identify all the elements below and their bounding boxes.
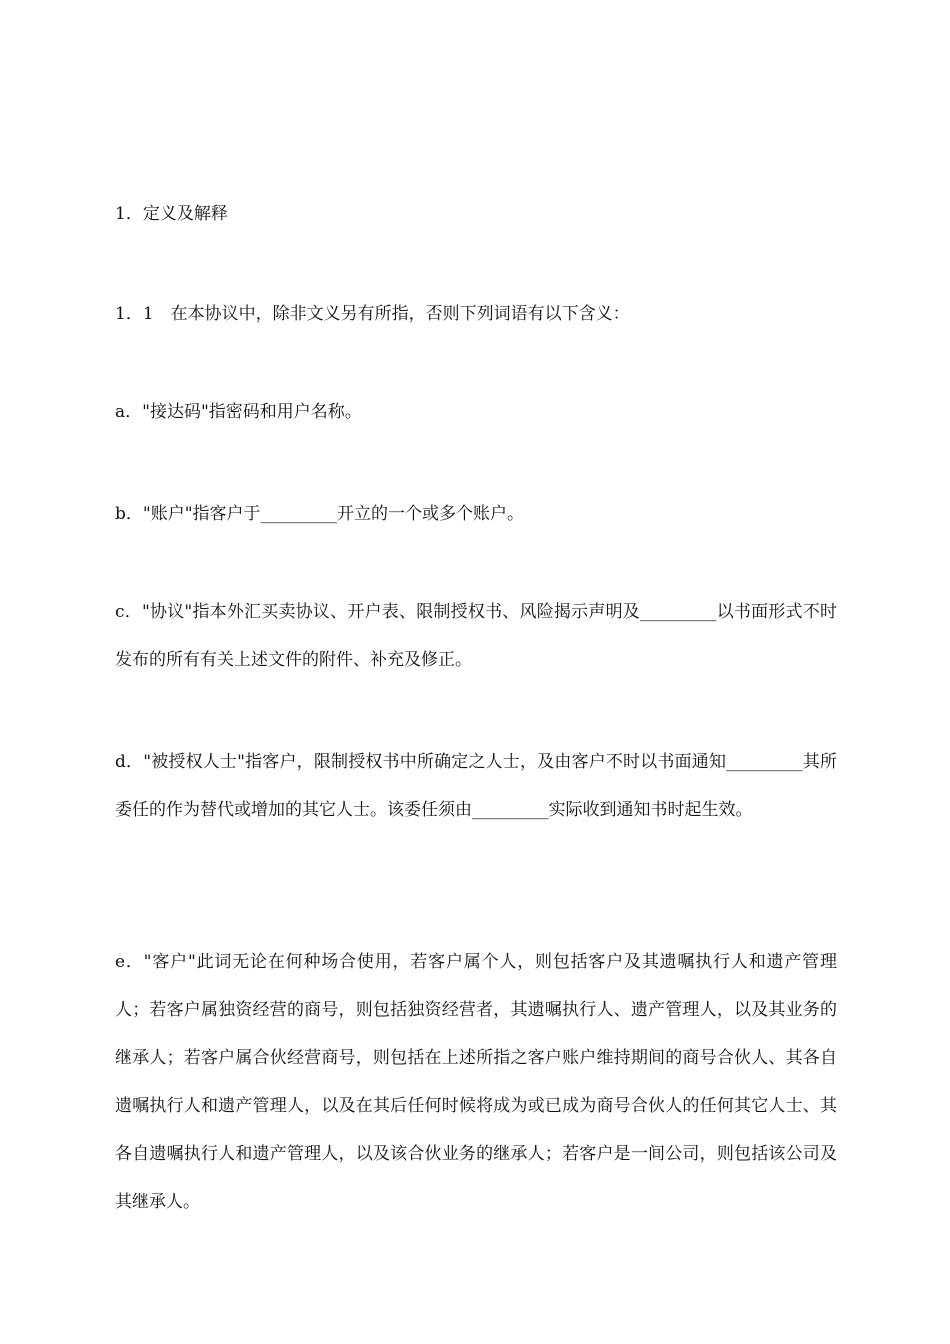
definition-item-e: e．"客户"此词无论在何种场合使用，若客户属个人，则包括客户及其遗嘱执行人和遗产管理人；若客户属独资经营的商号，则包括独资经营者，其遗嘱执行人、遗产管理人，以及其业务的继承人；若客户属合伙经营商号，则包括在上述所指之客户账户维持期间的商号合伙人、其各自遗嘱执行人和遗产管理人，以及在其后任何时候将成为或已成为商号合伙人的任何其它人士、其各自遗嘱执行人和遗产管理人，以及该合伙业务的继承人；若客户是一间公司，则包括该公司及其继承人。 <box>115 952 837 1212</box>
definition-item-a: a．"接达码"指密码和用户名称。 <box>115 402 362 422</box>
clause-1-1: 1．1 在本协议中，除非文义另有所指，否则下列词语有以下含义： <box>115 304 630 324</box>
definition-item-c: c．"协议"指本外汇买卖协议、开户表、限制授权书、风险揭示声明及_________以书面形式不时发布的所有有关上述文件的附件、补充及修正。 <box>115 602 837 670</box>
section-heading: 1．定义及解释 <box>115 204 228 224</box>
definition-item-b: b．"账户"指客户于_________开立的一个或多个账户。 <box>115 504 525 524</box>
definition-item-d: d．"被授权人士"指客户，限制授权书中所确定之人士，及由客户不时以书面通知_________其所委任的作为替代或增加的其它人士。该委任须由_________实际收到通知书时起生效。 <box>115 752 837 820</box>
